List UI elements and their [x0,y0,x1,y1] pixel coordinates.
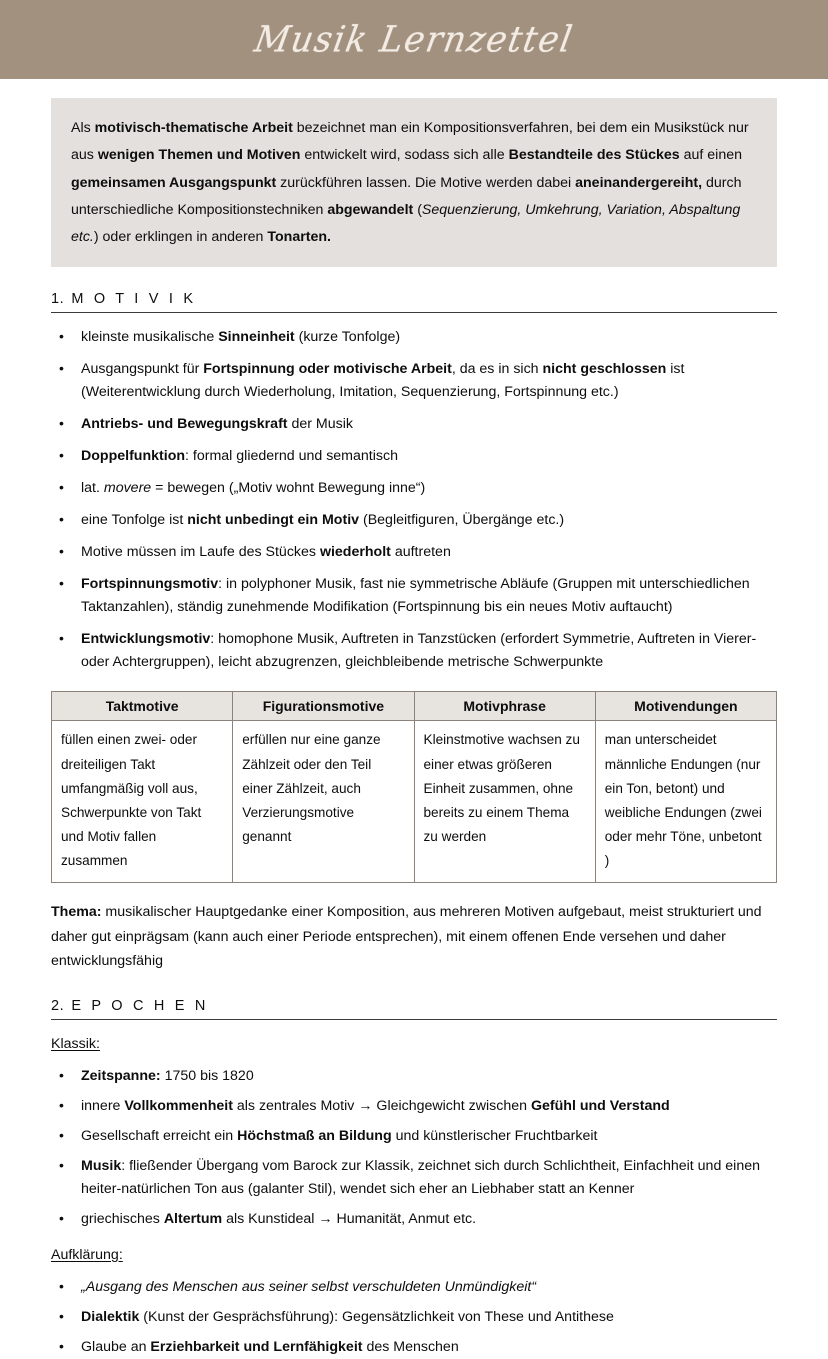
list-item: • Doppelfunktion: formal gliedernd und semantisch [51,445,777,468]
intro-definition-box [51,98,777,267]
motivik-bullet-list [51,326,777,674]
table-row [52,721,777,883]
section-number: 2. [51,997,65,1014]
list-item: • Musik: fließender Übergang vom Barock zur Klassik, zeichnet sich durch Schlichtheit, Einfachheit und einen heiter-natürlichen Ton aus (galanter Stil), wendet sich eher an Liebhaber statt an Kenner [51,1155,777,1201]
table-header-cell: Figurationsmotive [233,692,414,721]
list-item: • Zeitspanne: 1750 bis 1820 [51,1065,777,1088]
subheading-aufklaerung: Aufklärung: [51,1246,123,1263]
list-item: • Fortspinnungsmotiv: in polyphoner Musik, fast nie symmetrische Abläufe (Gruppen mit unterschiedlichen Taktanzahlen), ständig zunehmende Modifikation (Fortspinnung bis ein neues Motiv auftaucht) [51,573,777,619]
table-header-cell: Motivphrase [414,692,595,721]
table-header-row [52,692,777,721]
list-item: • Entwicklungsmotiv: homophone Musik, Auftreten in Tanzstücken (erfordert Symmetrie, Auftreten in Vierer- oder Achtergruppen), leicht abzugrenzen, gleichbleibende metrische Schwerpunkte [51,628,777,674]
table-cell: Kleinstmotive wachsen zu einer etwas größeren Einheit zusammen, ohne bereits zu einem Thema zu werden [414,721,595,883]
klassik-bullet-list [51,1065,777,1231]
list-item: • lat. movere = bewegen („Motiv wohnt Bewegung inne“) [51,477,777,500]
list-item: • eine Tonfolge ist nicht unbedingt ein Motiv (Begleitfiguren, Übergänge etc.) [51,509,777,532]
table-cell: füllen einen zwei- oder dreiteiligen Takt umfangmäßig voll aus, Schwerpunkte von Takt und Motiv fallen zusammen [52,721,233,883]
section-number: 1. [51,291,65,308]
table-cell: erfüllen nur eine ganze Zählzeit oder den Teil einer Zählzeit, auch Verzierungsmotive genannt [233,721,414,883]
list-item: • Glaube an Erziehbarkeit und Lernfähigkeit des Menschen [51,1336,777,1359]
section-heading-motivik [51,291,777,313]
table-header-cell: Motivendungen [595,692,776,721]
subheading-klassik: Klassik: [51,1035,100,1052]
document-header-band [0,0,828,79]
aufklaerung-bullet-list [51,1276,777,1359]
list-item: • Dialektik (Kunst der Gesprächsführung): Gegensätzlichkeit von These und Antithese [51,1306,777,1329]
list-item: • innere Vollkommenheit als zentrales Motiv → Gleichgewicht zwischen Gefühl und Verstand [51,1095,777,1118]
section-title: E P O C H E N [71,997,209,1014]
list-item: • Antriebs- und Bewegungskraft der Musik [51,413,777,436]
table-header-cell: Taktmotive [52,692,233,721]
table-cell: man unterscheidet männliche Endungen (nur ein Ton, betont) und weibliche Endungen (zwei oder mehr Töne, unbetont ) [595,721,776,883]
document-page [0,98,828,1359]
section-title: M O T I V I K [71,291,197,308]
page-title: Musik Lernzettel [251,18,577,61]
list-item: • kleinste musikalische Sinneinheit (kurze Tonfolge) [51,326,777,349]
list-item: • „Ausgang des Menschen aus seiner selbst verschuldeten Unmündigkeit“ [51,1276,777,1299]
intro-rich-text: Als motivisch-thematische Arbeit bezeichnet man ein Kompositionsverfahren, bei dem ein Musikstück nur aus wenigen Themen und Motiven entwickelt wird, sodass sich alle Bestandteile des Stückes auf einen gemeinsamen Ausgangspunkt zurückführen lassen. Die Motive werden dabei aneinandergereiht, durch unterschiedliche Kompositionstechniken abgewandelt (Sequenzierung, Umkehrung, Variation, Abspaltung etc.) oder erklingen in anderen Tonarten. [71,120,749,246]
thema-paragraph [51,900,777,973]
list-item: • Gesellschaft erreicht ein Höchstmaß an Bildung und künstlerischer Fruchtbarkeit [51,1125,777,1148]
list-item: • Motive müssen im Laufe des Stückes wiederholt auftreten [51,541,777,564]
motiv-types-table [51,691,777,883]
list-item: • Ausgangspunkt für Fortspinnung oder motivische Arbeit, da es in sich nicht geschlossen ist (Weiterentwicklung durch Wiederholung, Imitation, Sequenzierung, Fortspinnung etc.) [51,358,777,404]
list-item: • griechisches Altertum als Kunstideal → Humanität, Anmut etc. [51,1208,777,1231]
section-heading-epochen [51,998,777,1020]
thema-rich-text: Thema: musikalischer Hauptgedanke einer Komposition, aus mehreren Motiven aufgebaut, meist strukturiert und daher gut einprägsam (kann auch einer Periode entsprechen), mit einem offenen Ende versehen und daher entwicklungsfähig [51,904,762,970]
